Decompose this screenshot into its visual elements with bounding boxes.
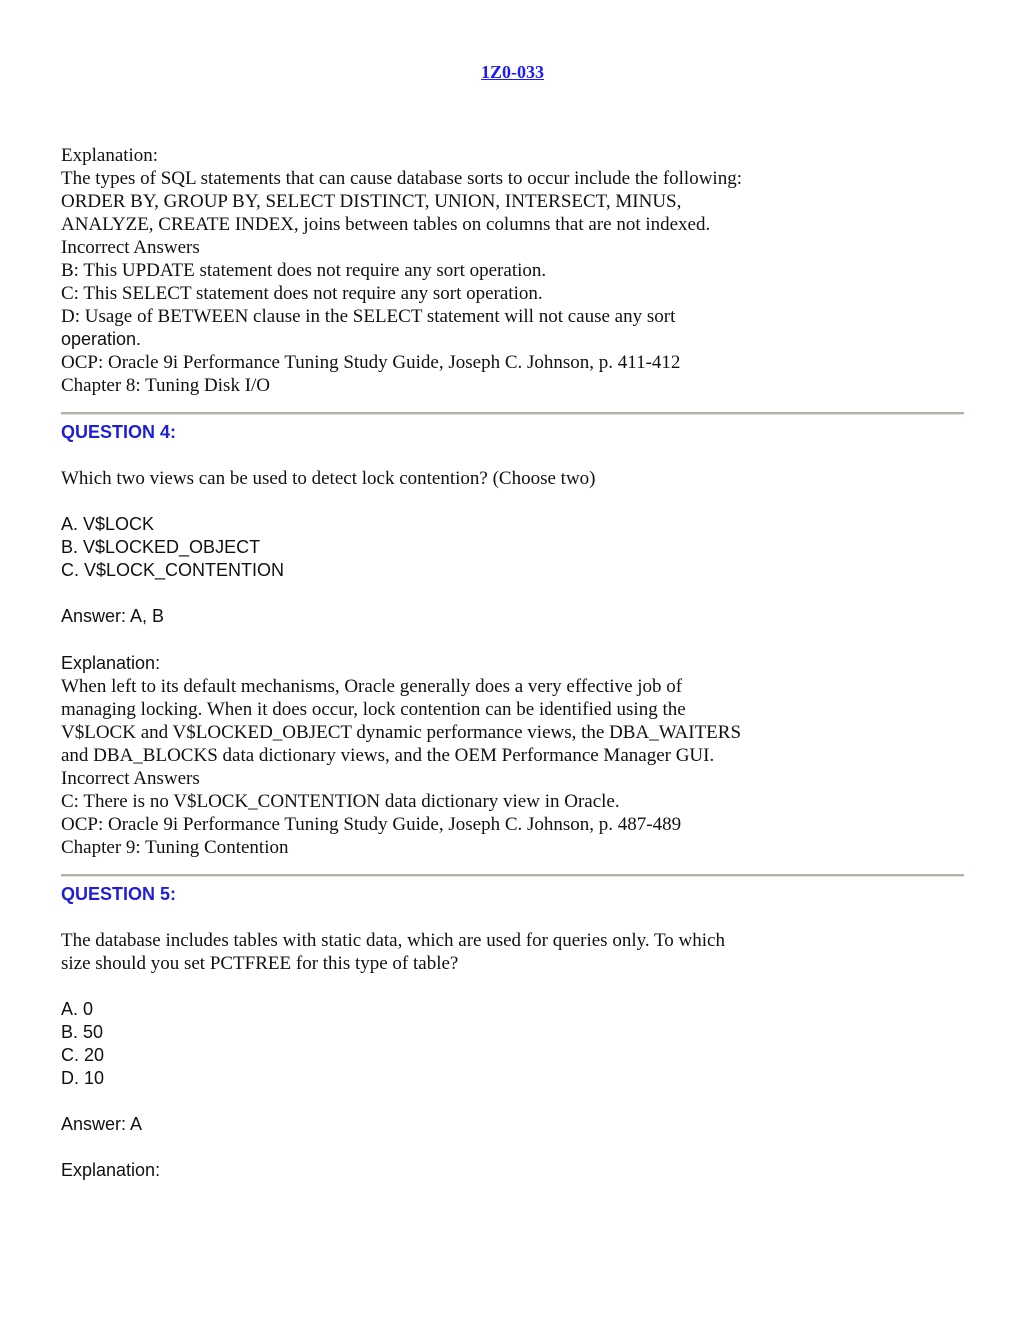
exam-code-link[interactable]: 1Z0-033 bbox=[481, 62, 544, 82]
q3-incorrect-d: D: Usage of BETWEEN clause in the SELECT statement will not cause any sort bbox=[61, 306, 676, 327]
q5-answer: Answer: A bbox=[61, 1114, 143, 1134]
q4-explanation-line: and DBA_BLOCKS data dictionary views, and the OEM Performance Manager GUI. bbox=[61, 745, 715, 766]
q3-explanation-label: Explanation: bbox=[61, 145, 159, 166]
q4-explanation-label: Explanation: bbox=[61, 653, 161, 673]
q5-question-line: size should you set PCTFREE for this type of table? bbox=[61, 953, 459, 974]
q3-explanation-line: ANALYZE, CREATE INDEX, joins between tables on columns that are not indexed. bbox=[61, 214, 711, 235]
q4-explanation-line: When left to its default mechanisms, Oracle generally does a very effective job of bbox=[61, 676, 683, 697]
q4-reference: OCP: Oracle 9i Performance Tuning Study Guide, Joseph C. Johnson, p. 487-489 bbox=[61, 814, 682, 835]
q4-incorrect-answers-label: Incorrect Answers bbox=[61, 768, 200, 789]
q4-incorrect-c: C: There is no V$LOCK_CONTENTION data dictionary view in Oracle. bbox=[61, 791, 620, 812]
q4-option-b: B. V$LOCKED_OBJECT bbox=[61, 537, 261, 557]
q5-option-d: D. 10 bbox=[61, 1068, 105, 1088]
q3-incorrect-c: C: This SELECT statement does not require any sort operation. bbox=[61, 283, 543, 304]
q5-explanation-label: Explanation: bbox=[61, 1160, 161, 1180]
q3-reference: OCP: Oracle 9i Performance Tuning Study Guide, Joseph C. Johnson, p. 411-412 bbox=[61, 352, 681, 373]
q5-heading: QUESTION 5: bbox=[61, 884, 177, 904]
q3-explanation-line: The types of SQL statements that can cause database sorts to occur include the following: bbox=[61, 168, 742, 189]
q3-incorrect-answers-label: Incorrect Answers bbox=[61, 237, 200, 258]
q5-option-c: C. 20 bbox=[61, 1045, 105, 1065]
q4-explanation-line: V$LOCK and V$LOCKED_OBJECT dynamic performance views, the DBA_WAITERS bbox=[61, 722, 742, 743]
section-divider bbox=[61, 874, 964, 877]
q4-question-text: Which two views can be used to detect lock contention? (Choose two) bbox=[61, 468, 596, 489]
q5-question-line: The database includes tables with static data, which are used for queries only. To which bbox=[61, 930, 725, 951]
q3-incorrect-b: B: This UPDATE statement does not require any sort operation. bbox=[61, 260, 547, 281]
q4-option-a: A. V$LOCK bbox=[61, 514, 155, 534]
q4-explanation-line: managing locking. When it does occur, lock contention can be identified using the bbox=[61, 699, 686, 720]
q4-heading: QUESTION 4: bbox=[61, 422, 177, 442]
section-divider bbox=[61, 412, 964, 415]
q3-incorrect-d-continuation: operation. bbox=[61, 329, 142, 349]
q4-option-c: C. V$LOCK_CONTENTION bbox=[61, 560, 285, 580]
q3-explanation-line: ORDER BY, GROUP BY, SELECT DISTINCT, UNION, INTERSECT, MINUS, bbox=[61, 191, 682, 212]
q4-chapter: Chapter 9: Tuning Contention bbox=[61, 837, 289, 858]
q5-option-a: A. 0 bbox=[61, 999, 94, 1019]
q5-option-b: B. 50 bbox=[61, 1022, 104, 1042]
q3-chapter: Chapter 8: Tuning Disk I/O bbox=[61, 375, 271, 396]
q4-answer: Answer: A, B bbox=[61, 606, 165, 626]
